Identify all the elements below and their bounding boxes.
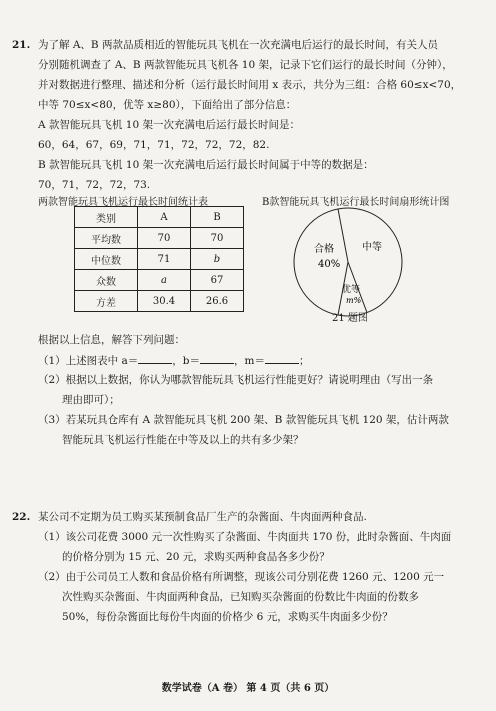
q21-part1	[38, 353, 309, 368]
q21-part2-line: 理由即可）；	[62, 394, 120, 406]
table-cell: 方差	[75, 291, 138, 312]
table-cell: 平均数	[75, 228, 138, 249]
pie-chart	[292, 206, 412, 326]
pie-label-hege-pct: 40%	[318, 259, 341, 270]
table-cell: a	[138, 270, 191, 291]
q22-part1-line: 的价格分别为 15 元、20 元，求购买两种食品各多少份？	[62, 551, 330, 563]
table-cell: 71	[138, 249, 191, 270]
table-cell: 26.6	[191, 291, 244, 312]
figure-label: 21 题图	[332, 313, 368, 324]
table-row	[75, 291, 244, 312]
q22-part2-line: 次性购买杂酱面、牛肉面两种食品，已知购买杂酱面的份数比牛肉面的份数多	[62, 591, 419, 603]
q22-part2-line: （2）由于公司员工人数和食品价格有所调整，现该公司分别花费 1260 元、1200 元一	[38, 571, 445, 583]
pie-label-hege: 合格	[314, 244, 334, 255]
table-caption: 两款智能玩具飞机运行最长时间统计表	[38, 197, 208, 208]
pie-label-youdeng: 优等	[342, 285, 361, 295]
q21-stem-line: 中等 70≤x<80，优等 x≥80），下面给出了部分信息：	[38, 99, 297, 111]
table-cell: 67	[191, 270, 244, 291]
table-cell: 中位数	[75, 249, 138, 270]
table-header-cell: 类别	[75, 207, 138, 228]
q21-part1-prefix: （1）上述图表中 a＝	[38, 355, 139, 367]
table-cell: b	[191, 249, 244, 270]
q22-number: 22.	[12, 511, 31, 523]
q21-part1-b: ，b＝	[172, 355, 201, 367]
q21-data-b: 70，71，72，72，73.	[38, 179, 151, 191]
table-row	[75, 270, 244, 291]
table-row	[75, 228, 244, 249]
q21-number: 21.	[12, 39, 31, 51]
pie-label-youdeng-pct: m%	[346, 296, 362, 305]
pie-caption: B款智能玩具飞机运行最长时间扇形统计图	[262, 197, 450, 208]
table-row	[75, 249, 244, 270]
q21-stem-line: 为了解 A、B 两款品质相近的智能玩具飞机在一次充满电后运行的最长时间，有关人员	[38, 39, 438, 51]
table-cell: 70	[138, 228, 191, 249]
q21-part1-end: ；	[298, 355, 310, 367]
table-cell: 70	[191, 228, 244, 249]
q22-stem: 某公司不定期为员工购买某预制食品厂生产的杂酱面、牛肉面两种食品.	[38, 511, 367, 523]
table-header-cell: B	[191, 207, 244, 228]
q21-stem-line: A 款智能玩具飞机 10 架一次充满电后运行最长时间是：	[38, 119, 300, 131]
pie-divider	[338, 209, 348, 262]
q21-part1-m: ，m＝	[234, 355, 265, 367]
answer-blank-b	[200, 353, 234, 364]
answer-blank-m	[265, 353, 299, 364]
q21-data-a: 60，64，67，69，71，71，72，72，72，82.	[38, 139, 270, 151]
table-header-cell: A	[138, 207, 191, 228]
q21-lead: 根据以上信息，解答下列问题：	[38, 334, 185, 346]
pie-label-zhongdeng: 中等	[362, 242, 382, 253]
page-footer: 数学试卷（A 卷） 第 4 页（共 6 页）	[161, 683, 335, 694]
q21-stem-line: 并对数据进行整理、描述和分析（运行最长时间用 x 表示，共分为三组：合格 60≤x<70，	[38, 79, 462, 91]
q22-part2-line: 50%，每份杂酱面比每份牛肉面的价格少 6 元，求购买牛肉面多少份？	[62, 611, 393, 623]
answer-blank-a	[138, 353, 172, 364]
table-cell: 众数	[75, 270, 138, 291]
table-cell: 30.4	[138, 291, 191, 312]
q21-part3-line: （3）若某玩具仓库有 A 款智能玩具飞机 200 架、B 款智能玩具飞机 120 架，估计两款	[38, 414, 449, 426]
statistics-table	[74, 206, 244, 312]
q21-stem-line: 分别随机调查了 A、B 两款智能玩具飞机各 10 架，记录下它们运行的最长时间（分钟），	[38, 59, 453, 71]
q21-part2-line: （2）根据以上数据，你认为哪款智能玩具飞机运行性能更好？请说明理由（写出一条	[38, 374, 434, 386]
q21-part3-line: 智能玩具飞机运行性能在中等及以上的共有多少架？	[62, 434, 304, 446]
table-header-row	[75, 207, 244, 228]
q21-stem-line: B 款智能玩具飞机 10 架一次充满电后运行最长时间属于中等的数据是：	[38, 159, 374, 171]
q22-part1-line: （1）该公司花费 3000 元一次性购买了杂酱面、牛肉面共 170 份，此时杂酱面、牛肉面	[38, 531, 452, 543]
